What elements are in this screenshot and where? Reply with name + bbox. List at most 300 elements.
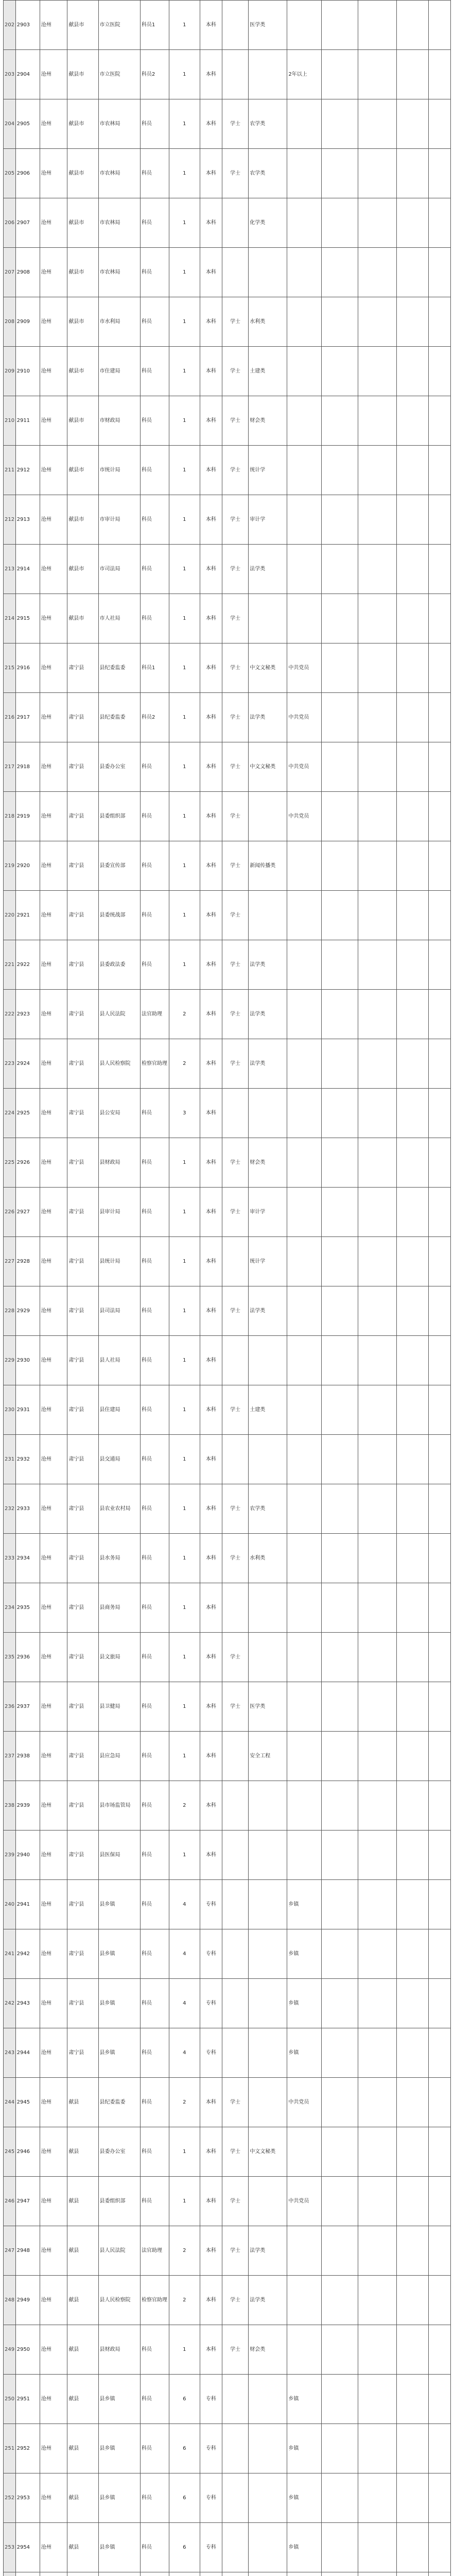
cell-empty (429, 1831, 451, 1880)
cell-unit: 市农林局 (98, 198, 141, 248)
cell-county: 肃宁县 (67, 891, 98, 940)
row-number: 245 (4, 2127, 16, 2177)
cell-empty (358, 248, 396, 297)
cell-cond (287, 1, 322, 50)
cell-code: 2931 (15, 1385, 40, 1435)
cell-county: 肃宁县 (67, 1089, 98, 1138)
cell-deg: 学士 (222, 2276, 248, 2325)
cell-empty (396, 1732, 428, 1781)
table-row (4, 1781, 451, 1831)
cell-deg: 学士 (222, 1682, 248, 1732)
cell-city: 沧州 (40, 742, 67, 792)
cell-deg (222, 1831, 248, 1880)
cell-code: 2905 (15, 99, 40, 149)
cell-unit: 市农林局 (98, 99, 141, 149)
cell-unit: 县交通局 (98, 1435, 141, 1484)
cell-code: 2909 (15, 297, 40, 347)
cell-city: 沧州 (40, 2127, 67, 2177)
cell-empty (429, 1138, 451, 1188)
cell-city: 沧州 (40, 1732, 67, 1781)
cell-empty (429, 2473, 451, 2523)
cell-county: 肃宁县 (67, 1138, 98, 1188)
cell-empty (396, 693, 428, 742)
cell-empty (358, 1534, 396, 1583)
cell-major (249, 1089, 287, 1138)
cell-cond: 中共党员 (287, 2078, 322, 2127)
table-row (4, 2572, 451, 2576)
cell-empty (396, 446, 428, 495)
cell-empty (358, 2127, 396, 2177)
cell-edu: 本科 (200, 1188, 222, 1237)
cell-city: 沧州 (40, 2523, 67, 2572)
cell-deg (222, 1781, 248, 1831)
cell-num: 2 (169, 1781, 200, 1831)
cell-empty (321, 792, 358, 841)
cell-empty (358, 2177, 396, 2226)
cell-edu: 专科 (200, 2424, 222, 2473)
row-number: 249 (4, 2325, 16, 2375)
table-row (4, 248, 451, 297)
cell-num: 1 (169, 1237, 200, 1286)
cell-empty (429, 1583, 451, 1633)
cell-post: 科员 (141, 396, 169, 446)
cell-county: 献县 (67, 2226, 98, 2276)
cell-empty (396, 149, 428, 198)
row-number: 216 (4, 693, 16, 742)
cell-empty (429, 2572, 451, 2576)
cell-code: 2941 (15, 1880, 40, 1929)
cell-county: 献县 (67, 2078, 98, 2127)
cell-unit: 县委组织部 (98, 2177, 141, 2226)
cell-code: 2915 (15, 594, 40, 643)
table-row (4, 1138, 451, 1188)
cell-cond: 乡镇 (287, 2523, 322, 2572)
cell-empty (429, 2325, 451, 2375)
table-row (4, 347, 451, 396)
cell-num: 1 (169, 940, 200, 990)
cell-empty (429, 1929, 451, 1979)
cell-deg (222, 1880, 248, 1929)
cell-major: 土建类 (249, 347, 287, 396)
table-row (4, 1188, 451, 1237)
cell-city (40, 2572, 67, 2576)
cell-cond (287, 2127, 322, 2177)
table-row (4, 2375, 451, 2424)
row-number: 241 (4, 1929, 16, 1979)
cell-county: 献县 (67, 2473, 98, 2523)
cell-empty (321, 2127, 358, 2177)
cell-empty (358, 1188, 396, 1237)
cell-empty (396, 2375, 428, 2424)
recruitment-table (3, 0, 451, 2576)
cell-cond: 乡镇 (287, 1929, 322, 1979)
cell-empty (358, 446, 396, 495)
cell-deg (222, 1089, 248, 1138)
cell-major: 法学类 (249, 940, 287, 990)
table-body (4, 1, 451, 2576)
cell-major: 法学类 (249, 2226, 287, 2276)
cell-city: 沧州 (40, 1781, 67, 1831)
cell-unit: 县人民法院 (98, 990, 141, 1039)
cell-unit (98, 2572, 141, 2576)
cell-empty (396, 841, 428, 891)
cell-unit: 县乡镇 (98, 2523, 141, 2572)
cell-county: 献县 (67, 2276, 98, 2325)
cell-code: 2935 (15, 1583, 40, 1633)
cell-empty (358, 643, 396, 693)
cell-empty (321, 990, 358, 1039)
cell-county: 献县市 (67, 396, 98, 446)
cell-unit: 县乡镇 (98, 2375, 141, 2424)
cell-empty (429, 1435, 451, 1484)
cell-empty (358, 841, 396, 891)
cell-major: 化学类 (249, 198, 287, 248)
cell-edu: 本科 (200, 2325, 222, 2375)
cell-deg: 学士 (222, 545, 248, 594)
cell-major: 土建类 (249, 1385, 287, 1435)
table-row (4, 1633, 451, 1682)
cell-empty (358, 347, 396, 396)
cell-empty (396, 1435, 428, 1484)
cell-post: 科员 (141, 1929, 169, 1979)
cell-deg: 学士 (222, 1633, 248, 1682)
row-number: 224 (4, 1089, 16, 1138)
cell-code: 2946 (15, 2127, 40, 2177)
cell-county: 肃宁县 (67, 1534, 98, 1583)
cell-edu: 本科 (200, 1831, 222, 1880)
cell-empty (396, 50, 428, 99)
cell-city: 沧州 (40, 297, 67, 347)
cell-num: 1 (169, 1385, 200, 1435)
cell-num: 1 (169, 347, 200, 396)
cell-county: 肃宁县 (67, 1286, 98, 1336)
cell-edu: 专科 (200, 2473, 222, 2523)
cell-edu: 本科 (200, 2276, 222, 2325)
cell-post: 科员 (141, 1286, 169, 1336)
row-number: 208 (4, 297, 16, 347)
cell-major (249, 2078, 287, 2127)
cell-unit: 县委办公室 (98, 742, 141, 792)
cell-deg (222, 1732, 248, 1781)
cell-empty (321, 50, 358, 99)
cell-city: 沧州 (40, 643, 67, 693)
cell-deg: 学士 (222, 1534, 248, 1583)
cell-empty (321, 742, 358, 792)
cell-unit: 县商务局 (98, 1583, 141, 1633)
cell-city: 沧州 (40, 50, 67, 99)
row-number (4, 2572, 16, 2576)
cell-edu: 本科 (200, 1534, 222, 1583)
table-row (4, 2523, 451, 2572)
cell-major: 农学类 (249, 99, 287, 149)
cell-empty (396, 742, 428, 792)
cell-edu: 本科 (200, 446, 222, 495)
cell-code: 2912 (15, 446, 40, 495)
cell-empty (396, 1534, 428, 1583)
cell-code: 2922 (15, 940, 40, 990)
cell-empty (321, 1435, 358, 1484)
cell-county: 肃宁县 (67, 1682, 98, 1732)
table-row (4, 1039, 451, 1089)
cell-empty (358, 545, 396, 594)
cell-post: 科员 (141, 2177, 169, 2226)
cell-edu: 本科 (200, 1484, 222, 1534)
cell-code: 2944 (15, 2028, 40, 2078)
cell-empty (396, 1781, 428, 1831)
cell-cond (287, 1831, 322, 1880)
cell-unit: 市农林局 (98, 248, 141, 297)
cell-empty (358, 1336, 396, 1385)
cell-edu: 本科 (200, 693, 222, 742)
cell-code: 2923 (15, 990, 40, 1039)
cell-num: 1 (169, 446, 200, 495)
cell-major (249, 2375, 287, 2424)
cell-edu: 本科 (200, 545, 222, 594)
cell-city: 沧州 (40, 1979, 67, 2028)
cell-major (249, 891, 287, 940)
cell-num: 1 (169, 643, 200, 693)
cell-empty (321, 396, 358, 446)
table-row (4, 1831, 451, 1880)
cell-unit: 县委组织部 (98, 792, 141, 841)
cell-empty (429, 1534, 451, 1583)
cell-num: 1 (169, 594, 200, 643)
cell-major: 医学类 (249, 1682, 287, 1732)
cell-county: 献县市 (67, 446, 98, 495)
cell-city: 沧州 (40, 1880, 67, 1929)
cell-edu: 本科 (200, 297, 222, 347)
cell-deg (222, 1929, 248, 1979)
cell-empty (321, 2523, 358, 2572)
cell-unit: 县文旅局 (98, 1633, 141, 1682)
cell-county: 献县 (67, 2424, 98, 2473)
cell-county: 肃宁县 (67, 643, 98, 693)
cell-empty (429, 297, 451, 347)
table-row (4, 1089, 451, 1138)
cell-county: 肃宁县 (67, 1336, 98, 1385)
cell-num: 1 (169, 198, 200, 248)
cell-code: 2914 (15, 545, 40, 594)
cell-edu: 本科 (200, 99, 222, 149)
cell-empty (429, 446, 451, 495)
cell-cond (287, 347, 322, 396)
cell-edu: 专科 (200, 2375, 222, 2424)
cell-post: 科员 (141, 1880, 169, 1929)
cell-major: 中文文秘类 (249, 643, 287, 693)
cell-deg (222, 1435, 248, 1484)
row-number: 247 (4, 2226, 16, 2276)
cell-num: 1 (169, 99, 200, 149)
cell-county: 献县 (67, 2325, 98, 2375)
cell-empty (429, 1188, 451, 1237)
cell-num: 1 (169, 891, 200, 940)
cell-cond (287, 1781, 322, 1831)
cell-empty (396, 643, 428, 693)
cell-empty (358, 2424, 396, 2473)
table-row (4, 2276, 451, 2325)
cell-code: 2947 (15, 2177, 40, 2226)
cell-post: 科员 (141, 841, 169, 891)
row-number: 227 (4, 1237, 16, 1286)
cell-cond: 乡镇 (287, 2424, 322, 2473)
cell-post: 法官助理 (141, 990, 169, 1039)
cell-empty (429, 2375, 451, 2424)
cell-num: 1 (169, 545, 200, 594)
table-row (4, 792, 451, 841)
row-number: 205 (4, 149, 16, 198)
cell-code: 2924 (15, 1039, 40, 1089)
cell-code: 2951 (15, 2375, 40, 2424)
cell-post: 检察官助理 (141, 1039, 169, 1089)
row-number: 225 (4, 1138, 16, 1188)
cell-post: 科员 (141, 792, 169, 841)
cell-cond: 中共党员 (287, 643, 322, 693)
table-row (4, 50, 451, 99)
row-number: 229 (4, 1336, 16, 1385)
cell-deg (222, 1336, 248, 1385)
cell-unit: 市立医院 (98, 50, 141, 99)
cell-num: 2 (169, 2078, 200, 2127)
cell-empty (429, 495, 451, 545)
cell-post: 科员 (141, 1336, 169, 1385)
cell-empty (396, 1385, 428, 1435)
cell-cond: 乡镇 (287, 2473, 322, 2523)
row-number: 219 (4, 841, 16, 891)
cell-empty (396, 99, 428, 149)
cell-num: 1 (169, 495, 200, 545)
cell-post: 科员 (141, 1138, 169, 1188)
cell-major (249, 50, 287, 99)
cell-empty (321, 1583, 358, 1633)
row-number: 240 (4, 1880, 16, 1929)
cell-cond (287, 1336, 322, 1385)
cell-county: 献县市 (67, 594, 98, 643)
cell-code: 2939 (15, 1781, 40, 1831)
row-number: 214 (4, 594, 16, 643)
row-number: 246 (4, 2177, 16, 2226)
cell-major: 统计学 (249, 446, 287, 495)
cell-empty (429, 1682, 451, 1732)
cell-empty (358, 2523, 396, 2572)
cell-code: 2906 (15, 149, 40, 198)
cell-cond (287, 940, 322, 990)
cell-cond (287, 2325, 322, 2375)
cell-county (67, 2572, 98, 2576)
table-row (4, 1534, 451, 1583)
cell-unit: 县人社局 (98, 1336, 141, 1385)
cell-major: 财会类 (249, 396, 287, 446)
cell-major: 医学类 (249, 1, 287, 50)
cell-cond (287, 594, 322, 643)
cell-code: 2908 (15, 248, 40, 297)
cell-cond (287, 1237, 322, 1286)
cell-major: 法学类 (249, 1039, 287, 1089)
table-row (4, 1732, 451, 1781)
cell-empty (321, 2028, 358, 2078)
cell-empty (321, 1534, 358, 1583)
cell-empty (321, 940, 358, 990)
cell-empty (358, 1732, 396, 1781)
row-number: 226 (4, 1188, 16, 1237)
row-number: 210 (4, 396, 16, 446)
cell-deg (222, 1583, 248, 1633)
row-number: 204 (4, 99, 16, 149)
table-row (4, 594, 451, 643)
cell-deg (222, 198, 248, 248)
row-number: 206 (4, 198, 16, 248)
cell-unit: 县委办公室 (98, 2127, 141, 2177)
cell-county: 献县市 (67, 198, 98, 248)
cell-post: 科员 (141, 2375, 169, 2424)
cell-empty (429, 1237, 451, 1286)
cell-empty (358, 1880, 396, 1929)
cell-edu: 本科 (200, 1732, 222, 1781)
cell-num: 4 (169, 1880, 200, 1929)
table-row (4, 1979, 451, 2028)
cell-unit: 县卫健局 (98, 1682, 141, 1732)
cell-county: 献县市 (67, 347, 98, 396)
cell-edu: 本科 (200, 2226, 222, 2276)
cell-city: 沧州 (40, 149, 67, 198)
cell-num: 2 (169, 1039, 200, 1089)
cell-code: 2936 (15, 1633, 40, 1682)
cell-empty (358, 1682, 396, 1732)
row-number: 209 (4, 347, 16, 396)
table-row (4, 1435, 451, 1484)
cell-code: 2918 (15, 742, 40, 792)
cell-post: 科员2 (141, 50, 169, 99)
cell-empty (321, 1682, 358, 1732)
table-row (4, 446, 451, 495)
cell-num: 1 (169, 1682, 200, 1732)
cell-num: 1 (169, 50, 200, 99)
cell-empty (396, 594, 428, 643)
cell-empty (321, 2276, 358, 2325)
table-row (4, 1385, 451, 1435)
cell-empty (429, 1484, 451, 1534)
cell-code: 2942 (15, 1929, 40, 1979)
row-number: 235 (4, 1633, 16, 1682)
cell-num: 2 (169, 2276, 200, 2325)
cell-post: 科员 (141, 1682, 169, 1732)
cell-num: 6 (169, 2424, 200, 2473)
cell-edu: 本科 (200, 1, 222, 50)
cell-deg: 学士 (222, 2127, 248, 2177)
cell-major (249, 2028, 287, 2078)
cell-unit: 县委统战部 (98, 891, 141, 940)
table-row (4, 1286, 451, 1336)
cell-county: 献县市 (67, 297, 98, 347)
cell-city: 沧州 (40, 2078, 67, 2127)
cell-empty (358, 1583, 396, 1633)
cell-post: 科员 (141, 594, 169, 643)
cell-edu: 本科 (200, 891, 222, 940)
cell-num: 1 (169, 396, 200, 446)
cell-major (249, 2572, 287, 2576)
cell-major: 法学类 (249, 2276, 287, 2325)
row-number: 251 (4, 2424, 16, 2473)
cell-empty (321, 495, 358, 545)
cell-unit: 县统计局 (98, 1237, 141, 1286)
cell-empty (358, 1831, 396, 1880)
cell-city: 沧州 (40, 2325, 67, 2375)
row-number: 253 (4, 2523, 16, 2572)
cell-county: 肃宁县 (67, 1979, 98, 2028)
cell-empty (429, 149, 451, 198)
cell-deg: 学士 (222, 792, 248, 841)
cell-empty (321, 297, 358, 347)
cell-deg (222, 2473, 248, 2523)
